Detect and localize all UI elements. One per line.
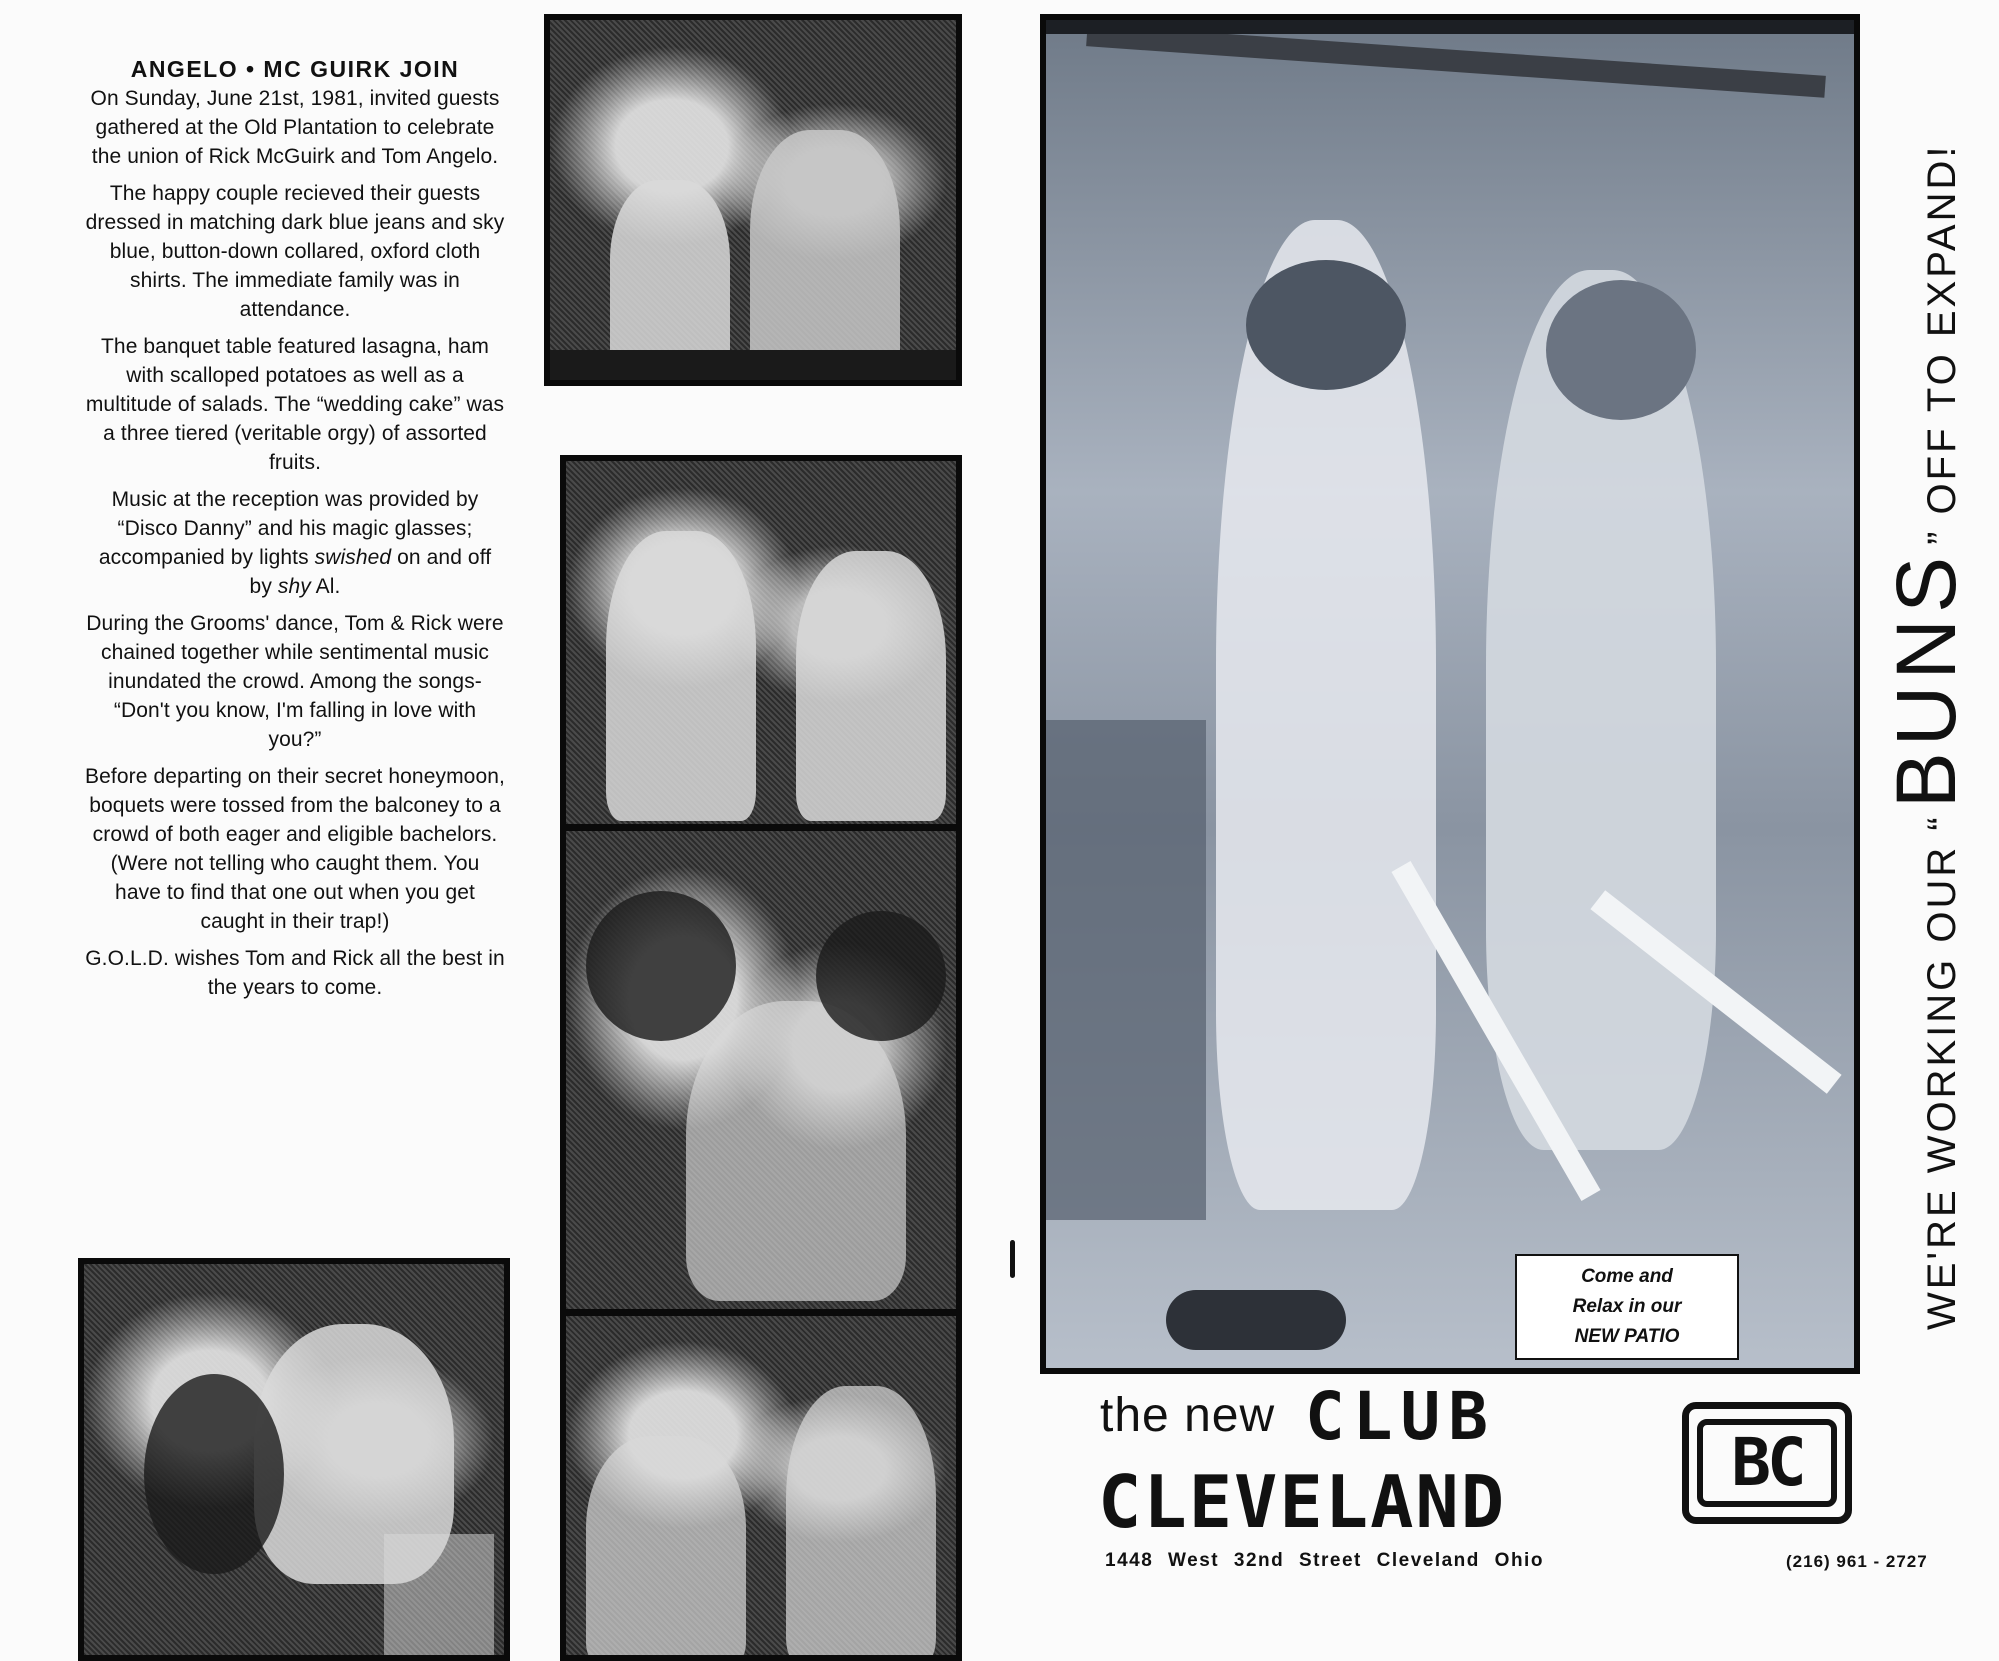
photo-bartenders: [560, 1310, 962, 1661]
article-headline: ANGELO • MC GUIRK JOIN: [130, 56, 460, 82]
club-name-city: CLEVELAND: [1098, 1460, 1507, 1544]
article-paragraph: The banquet table featured lasagna, ham with scalloped potatoes as well as a multitude of salads. The “wedding cake” was a three tiered (veritable orgy) of assorted fruits.: [85, 335, 505, 474]
photo-couple-closeup: [78, 1258, 510, 1661]
article-paragraph: The happy couple recieved their guests dressed in matching dark blue jeans and sky blue, button-down collared, oxford cloth shirts. The immediate family was in attendance.: [85, 182, 505, 321]
photo-crowd: [560, 825, 962, 1315]
article-paragraph: During the Grooms' dance, Tom & Rick were chained together while sentimental music inundated the crowd. Among the songs- “Don't you know, I'm falling in love with you?”: [86, 612, 504, 751]
photo-patio-construction: [1040, 14, 1860, 1374]
club-logo-text: BC: [1697, 1419, 1837, 1507]
article-paragraph: Before departing on their secret honeymoon, boquets were tossed from the balconey to a crowd of both eager and eligible bachelors. (Were not telling who caught them. You have to find that one out when you get caught in their trap!): [85, 765, 505, 933]
club-prefix: the new: [1100, 1389, 1276, 1442]
photo-seated-guests: [560, 455, 962, 830]
club-address: 1448 West 32nd Street Cleveland Ohio: [1105, 1550, 1544, 1571]
article: [85, 54, 505, 1010]
club-logo: [1682, 1402, 1852, 1524]
patio-caption: Come and Relax in our NEW PATIO: [1515, 1254, 1739, 1360]
club-name: CLUB: [1305, 1378, 1496, 1455]
article-paragraph: G.O.L.D. wishes Tom and Rick all the best in the years to come.: [85, 947, 505, 999]
photo-bar-couple: [544, 14, 962, 386]
article-paragraph: Music at the reception was provided by “Disco Danny” and his magic glasses; accompanied by lights swished on and off by shy Al.: [98, 488, 492, 598]
article-paragraph: On Sunday, June 21st, 1981, invited guests gathered at the Old Plantation to celebrate the union of Rick McGuirk and Tom Angelo.: [90, 87, 500, 168]
slogan: WE'RE WORKING OUR “ BUNS ” OFF TO EXPAND!: [1879, 143, 1973, 1330]
gutter-mark: [1010, 1240, 1015, 1278]
club-phone: (216) 961 - 2727: [1786, 1552, 1928, 1571]
